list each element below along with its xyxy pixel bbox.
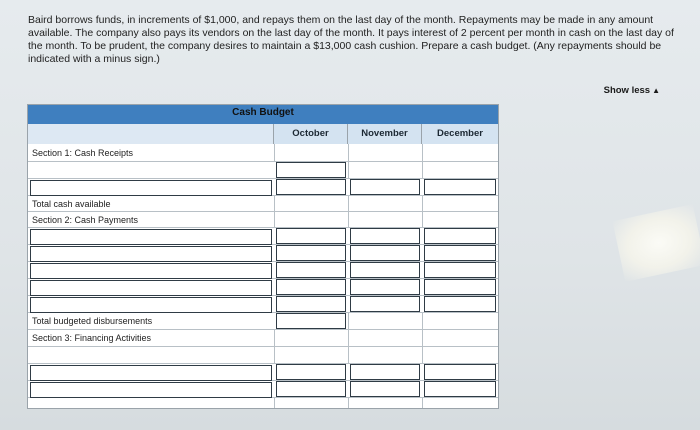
cell — [274, 398, 348, 408]
october-input[interactable] — [276, 162, 346, 178]
october-input[interactable] — [276, 279, 346, 295]
cell — [274, 212, 348, 227]
table-row — [28, 296, 498, 313]
show-less-label: Show less — [603, 85, 651, 96]
table-row — [28, 262, 498, 279]
financing-label-input[interactable] — [30, 365, 272, 381]
table-row — [28, 245, 498, 262]
table-row — [28, 279, 498, 296]
show-less-toggle[interactable] — [604, 85, 660, 96]
december-input[interactable] — [424, 262, 496, 278]
table-row — [28, 330, 498, 347]
cell — [422, 212, 498, 227]
table-row — [28, 313, 498, 330]
cell — [274, 330, 348, 346]
table-row — [28, 381, 498, 398]
cell — [422, 162, 498, 178]
cell — [348, 347, 422, 363]
section2-label: Section 2: Cash Payments — [32, 214, 139, 225]
cash-budget-table — [27, 104, 499, 409]
november-input[interactable] — [350, 381, 420, 397]
financing-label-input[interactable] — [30, 382, 272, 398]
cell — [274, 347, 348, 363]
october-input[interactable] — [276, 364, 346, 380]
month-header-october: October — [274, 124, 348, 144]
november-input[interactable] — [350, 279, 420, 295]
section1-label: Section 1: Cash Receipts — [32, 147, 134, 158]
payment-label-input[interactable] — [30, 280, 272, 296]
budget-title-bar — [28, 105, 498, 124]
budget-title: Cash Budget — [232, 107, 294, 118]
october-input[interactable] — [276, 262, 346, 278]
total-disbursements-label: Total budgeted disbursements — [32, 316, 153, 326]
table-row — [28, 196, 498, 212]
cell — [348, 144, 422, 161]
problem-statement: Baird borrows funds, in increments of $1,000, and repays them on the last day of the month. Repayments may be made in any amount available. The company also pays its vendors on the last day of the month. It pays interest of 2 percent per month in cash on the last day of the month. To be prudent, the company desires to maintain a $13,000 cash cushion. Prepare a cash budget. (Any repayments should be indicated with a minus sign.) — [28, 14, 674, 65]
december-input[interactable] — [424, 228, 496, 244]
table-row — [28, 398, 498, 408]
receipt-label-input[interactable] — [30, 180, 272, 196]
payment-label-input[interactable] — [30, 297, 272, 313]
december-input[interactable] — [424, 296, 496, 312]
cell — [422, 347, 498, 363]
table-row — [28, 228, 498, 245]
october-input[interactable] — [276, 245, 346, 261]
payment-label-input[interactable] — [30, 229, 272, 245]
month-header-november: November — [348, 124, 422, 144]
cell — [348, 330, 422, 346]
cell — [422, 196, 498, 211]
december-input[interactable] — [424, 381, 496, 397]
month-header-december: December — [422, 124, 498, 144]
november-input[interactable] — [350, 228, 420, 244]
cell — [422, 398, 498, 408]
table-row — [28, 179, 498, 196]
october-input[interactable] — [276, 179, 346, 195]
label-column-header — [28, 124, 274, 144]
cell — [274, 144, 348, 161]
total-cash-label: Total cash available — [32, 198, 111, 209]
december-input[interactable] — [424, 364, 496, 380]
november-input[interactable] — [350, 245, 420, 261]
cell — [422, 330, 498, 346]
cell — [348, 398, 422, 408]
cell — [274, 196, 348, 211]
row-label — [28, 347, 274, 363]
december-input[interactable] — [424, 279, 496, 295]
table-row — [28, 144, 498, 162]
cell — [348, 162, 422, 178]
november-input[interactable] — [350, 364, 420, 380]
cell — [348, 313, 422, 329]
payment-label-input[interactable] — [30, 263, 272, 279]
cell — [348, 212, 422, 227]
october-input[interactable] — [276, 313, 346, 329]
payment-label-input[interactable] — [30, 246, 272, 262]
november-input[interactable] — [350, 296, 420, 312]
cell — [422, 313, 498, 329]
table-row — [28, 364, 498, 381]
cell — [348, 196, 422, 211]
triangle-up-icon: ▲ — [652, 86, 660, 95]
section3-label: Section 3: Financing Activities — [32, 333, 152, 343]
october-input[interactable] — [276, 381, 346, 397]
november-input[interactable] — [350, 262, 420, 278]
october-input[interactable] — [276, 296, 346, 312]
december-input[interactable] — [424, 245, 496, 261]
october-input[interactable] — [276, 228, 346, 244]
screen-glare — [612, 204, 700, 282]
cell — [422, 144, 498, 161]
table-row — [28, 162, 498, 179]
december-input[interactable] — [424, 179, 496, 195]
november-input[interactable] — [350, 179, 420, 195]
table-row — [28, 347, 498, 364]
row-label — [28, 162, 274, 178]
table-row — [28, 212, 498, 228]
